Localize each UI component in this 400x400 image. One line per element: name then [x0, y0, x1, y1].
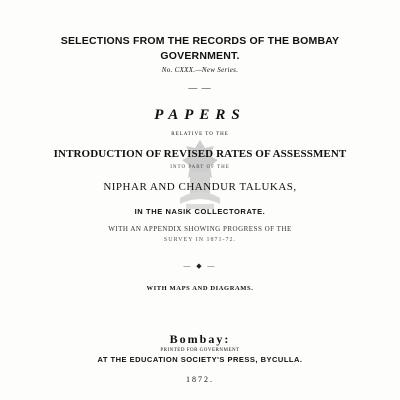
appendix-line-2: SURVEY IN 1871-72. [163, 237, 237, 243]
relative-to-line: RELATIVE TO THE [171, 132, 229, 137]
series-number: No. CXXX.—New Series. [161, 66, 239, 74]
ornament-divider: — ◆ — [183, 262, 217, 270]
printed-for-line: PRINTED FOR GOVERNMENT [160, 348, 240, 353]
talukas-line: NIPHAR AND CHANDUR TALUKAS, [103, 181, 297, 193]
city-line: Bombay: [169, 332, 231, 346]
papers-title: PAPERS [154, 107, 246, 123]
introduction-line: INTRODUCTION OF REVISED RATES OF ASSESSMENT [53, 148, 347, 160]
heading-line-1: SELECTIONS FROM THE RECORDS OF THE BOMBAY [60, 35, 340, 47]
heading-line-2: GOVERNMENT. [160, 50, 240, 62]
maps-diagrams-line: WITH MAPS AND DIAGRAMS. [146, 285, 254, 292]
divider: — — [188, 83, 212, 93]
year-line: 1872. [186, 375, 214, 384]
press-line: AT THE EDUCATION SOCIETY'S PRESS, BYCULLA. [97, 355, 303, 364]
collectorate-line: IN THE NASIK COLLECTORATE. [134, 207, 266, 216]
into-part-line: INTO PART OF THE [170, 165, 230, 170]
appendix-line-1: WITH AN APPENDIX SHOWING PROGRESS OF THE [108, 225, 292, 233]
